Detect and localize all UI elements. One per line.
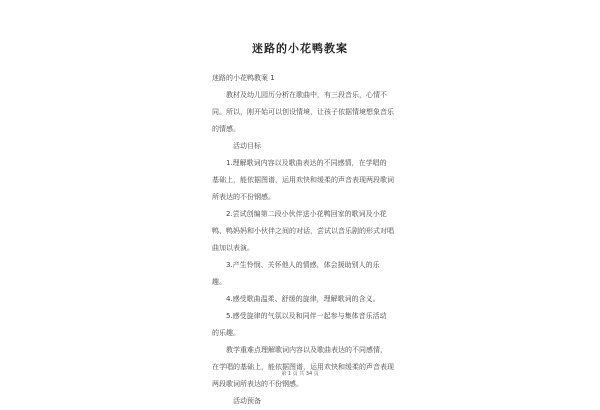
paragraph-line: 鸭、鸭妈妈和小伙伴之间的对话，尝试以音乐剧的形式对唱 bbox=[212, 227, 394, 235]
paragraph-line: 的乐趣。 bbox=[212, 329, 240, 337]
document-subtitle: 迷路的小花鸭教案 1 bbox=[212, 74, 275, 82]
paragraph-line: 所表达的不份钢感。 bbox=[212, 193, 275, 201]
paragraph-line: 教学重难点理解歌词内容以及歌曲表达的不同感情， bbox=[226, 346, 387, 354]
paragraph-line: 两段歌词所表达的不份钢感。 bbox=[212, 380, 303, 388]
paragraph-line: 同。所以，刚开始可以创设情境，让孩子依据情境想象音乐 bbox=[212, 108, 394, 116]
section-heading-preparation: 活动预备 bbox=[233, 397, 261, 405]
page-footer: 第 1 页 共 34 页 bbox=[281, 371, 319, 377]
page-title: 迷路的小花鸭教案 bbox=[252, 42, 348, 55]
document-body bbox=[212, 70, 412, 410]
paragraph-line: 教材及幼儿园历分析在歌曲中，有三段音乐，心情不 bbox=[226, 91, 387, 99]
paragraph-line: 基础上，能依据图谱，运用欢快和缓柔的声音表现两段歌词 bbox=[212, 176, 394, 184]
paragraph-line: 曲加以表演。 bbox=[212, 244, 254, 252]
paragraph-line: 5.感受旋律的气氛以及和同伴一起参与集体音乐活动 bbox=[226, 312, 387, 320]
paragraph-line: 3.产生怜悯、关怀他人的情感，体会援助别人的乐 bbox=[226, 261, 380, 269]
paragraph-line: 的情感。 bbox=[212, 125, 240, 133]
paragraph-line: 趣。 bbox=[212, 278, 226, 286]
paragraph-line: 1.理解歌词内容以及歌曲表达的不同感情，在学唱的 bbox=[226, 159, 387, 167]
paragraph-line: 4.感受歌曲温柔、舒缓的旋律，理解歌词的含义。 bbox=[226, 295, 380, 303]
paragraph-line: 2.尝试创编第二段小伙伴送小花鸭回家的歌词及小花 bbox=[226, 210, 387, 218]
paragraph-line: 在学唱的基础上，能依据图谱，运用欢快和缓柔的声音表现 bbox=[212, 363, 394, 371]
section-heading-goals: 活动目标 bbox=[233, 142, 261, 150]
